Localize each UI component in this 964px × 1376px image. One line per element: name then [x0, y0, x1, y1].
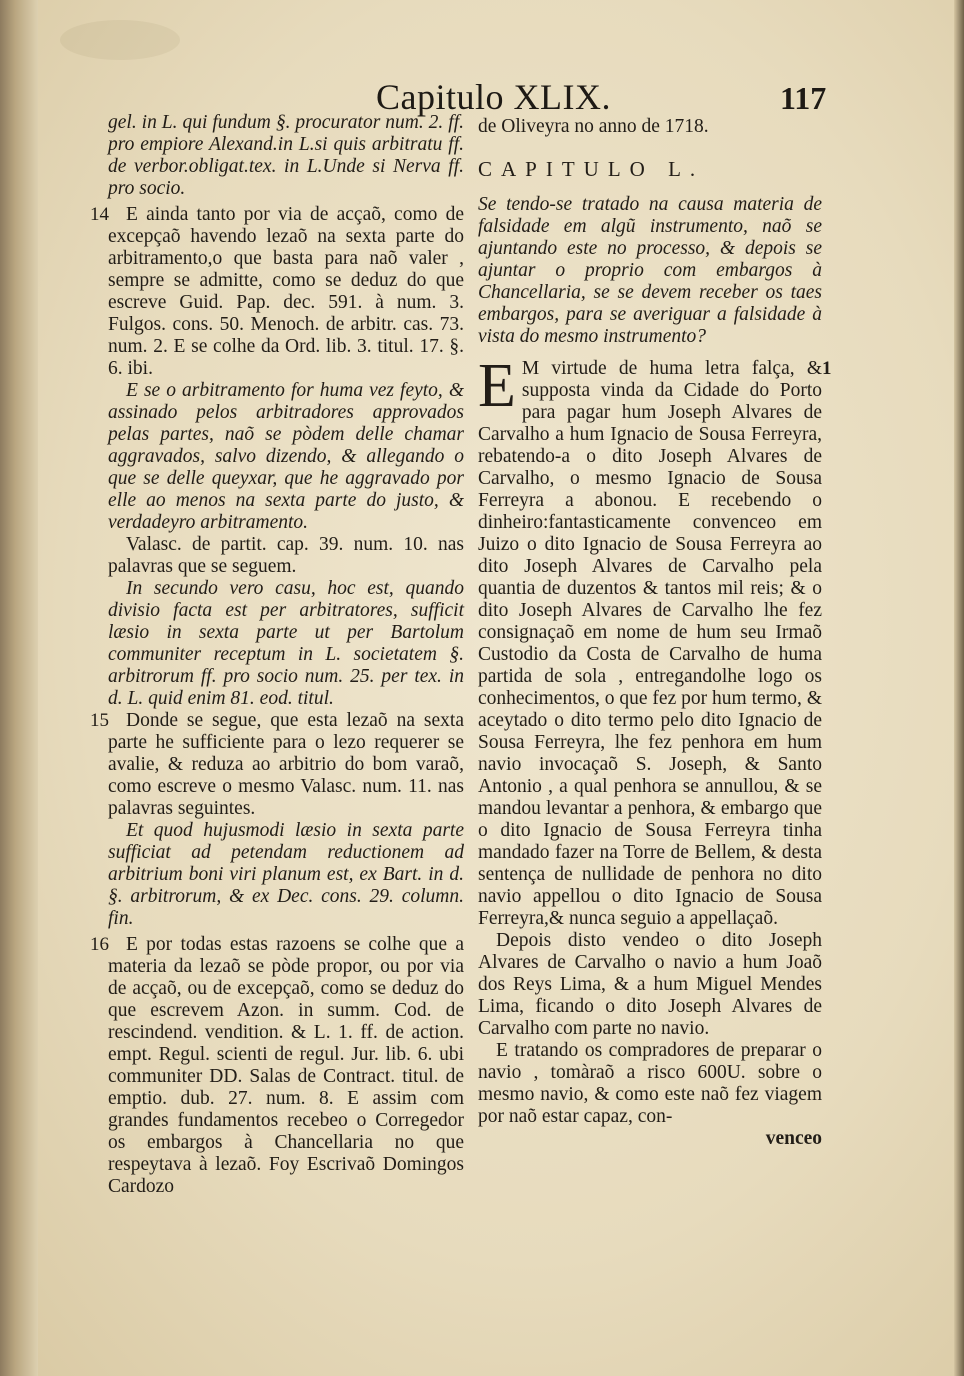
- chapter-summary: Se tendo-se tratado na causa materia de falsidade em algũ instrumento, naõ se ajuntando este no processo, & depois se ajuntar o proprio com embargos à Chancellaria, se se devem receber os taes embargos, para se averiguar a falsidade à vista do mesmo instrumento?: [478, 194, 822, 347]
- paragraph-text: M virtude de huma letra falça, & supposta vinda da Cidade do Porto para pagar hum Joseph Alvares de Carvalho a hum Ignacio de Sousa Ferreyra, rebatendo-a o dito Joseph Alvares de Carvalho, o mesmo Ignacio de Sousa Ferreyra a abonou. E recebendo o dinheiro:fantasticamente convenceo em Juizo o dito Ignacio de Sousa Ferreyra ao dito Joseph Alvares de Carvalho pela quantia de duzentos & tantos mil reis; & o dito Joseph Alvares de Carvalho lhe fez consignaçaõ em nome de hum seu Irmaõ Custodio da Costa de Carvalho de huma partida de sola , entregandolhe logo os conhecimentos, o que fez por hum termo, & aceytado o dito termo pelo dito Ignacio de Sousa Ferreyra, lhe fez penhora em hum navio invocaçaõ S. Joseph, & Santo Antonio , a qual penhora se annullou, & se mandou levantar a penhora, & embargo que o dito Ignacio de Sousa Ferreyra tinha mandado fazer na Torre de Bellem, & desta sentença de nullidade de penhora no dito navio appellou o dito Ignacio de Sousa Ferreyra,& nunca seguio a appellaçaõ.: [478, 358, 822, 929]
- right-column: [478, 116, 832, 1150]
- citation-paragraph: gel. in L. qui fundum §. procurator num. 2. ff. pro empiore Alexand.in L.si quis arbitratu ff. de verbor.obligat.tex. in L.Unde si Nerva ff. pro socio.: [108, 112, 464, 199]
- latin-quote: In secundo vero casu, hoc est, quando divisio facta est per arbitratores, sufficit læsio in sexta parte ut per Bartolum communiter receptum in L. societatem §. arbitrorum ff. pro socio num. 25. per tex. in d. L. quid enim 81. eod. titul.: [108, 578, 464, 709]
- paragraph-number: 14: [90, 204, 109, 225]
- paragraph-text: E ainda tanto por via de acçaõ, como de excepçaõ havendo lezaõ na sexta parte do arbitramento,o que basta para naõ valer , sempre se admitte, como se deduz do que escreve Guid. Pap. dec. 591. à num. 3. Fulgos. cons. 50. Menoch. de arbitr. cas. 73. num. 2. E se colhe da Ord. lib. 3. titul. 17. §. 6. ibi.: [108, 204, 464, 379]
- paragraph-number: 15: [90, 710, 109, 731]
- latin-quote: Et quod hujusmodi læsio in sexta parte sufficiat ad petendam reductionem ad arbitrium boni viri planum est, ex Bart. in d. §. arbitrorum, & ex Dec. cons. 29. column. fin.: [108, 820, 464, 929]
- paragraph-text: E por todas estas razoens se colhe que a materia da lezaõ se pòde propor, ou por via de acçaõ, ou de excepçaõ, como se deduz do que escrevem Azon. in summ. Cod. de rescindend. vendition. & L. 1. ff. de action. empt. Regul. scienti de regul. Jur. lib. 6. ubi communiter DD. Salas de Contract. titul. de emptio. dub. 27. num. 8. E assim com grandes fundamentos recebeo o Corregedor os embargos à Chancellaria no que respeytava à lezaõ. Foy Escrivaõ Domingos Cardozo: [108, 934, 464, 1197]
- continuation-line: de Oliveyra no anno de 1718.: [478, 116, 709, 137]
- paper-stain: [60, 20, 180, 60]
- paragraph-text: Depois disto vendeo o dito Joseph Alvares de Carvalho o navio a hum Joaõ dos Reys Lima, & a hum Miguel Mendes Lima, ficando o dito Joseph Alvares de Carvalho com parte no navio.: [478, 930, 822, 1039]
- paragraph-14: [90, 204, 464, 380]
- running-title: Capitulo XLIX.: [376, 77, 611, 117]
- left-column: [90, 112, 464, 1198]
- citation-line: Valasc. de partit. cap. 39. num. 10. nas palavras que se seguem.: [108, 534, 464, 577]
- paragraph-15: [90, 710, 464, 820]
- paragraph-text: Donde se segue, que esta lezaõ na sexta parte he sufficiente para o lezo requerer se avalie, & reduza ao arbitrio do bom varaõ, como escreve o mesmo Valasc. num. 11. nas palavras seguintes.: [108, 710, 464, 819]
- ordinance-quote: E se o arbitramento for huma vez feyto, & assinado pelos arbitradores approvados pelas partes, naõ se pòdem delle chamar aggravados, salvo dizendo, & allegando o que se delle queyxar, que he aggravado por elle ao menos na sexta parte do justo, & verdadeyro arbitramento.: [108, 380, 464, 533]
- page-edge: [954, 0, 964, 1376]
- drop-cap: E: [478, 352, 516, 420]
- paragraph-1: [478, 352, 832, 930]
- paragraph-16: [90, 934, 464, 1198]
- chapter-heading: CAPITULO L.: [478, 157, 705, 181]
- paragraph-number: 1: [822, 358, 832, 379]
- paragraph-number: 16: [90, 934, 109, 955]
- page-number: 117: [780, 80, 827, 116]
- catchword: venceo: [765, 1128, 822, 1149]
- paragraph-text: E tratando os compradores de preparar o navio , tomàraõ a risco 600U. sobre o mesmo navio, & como este naõ fez viagem por naõ estar capaz, con-: [478, 1040, 822, 1127]
- book-gutter: [0, 0, 38, 1376]
